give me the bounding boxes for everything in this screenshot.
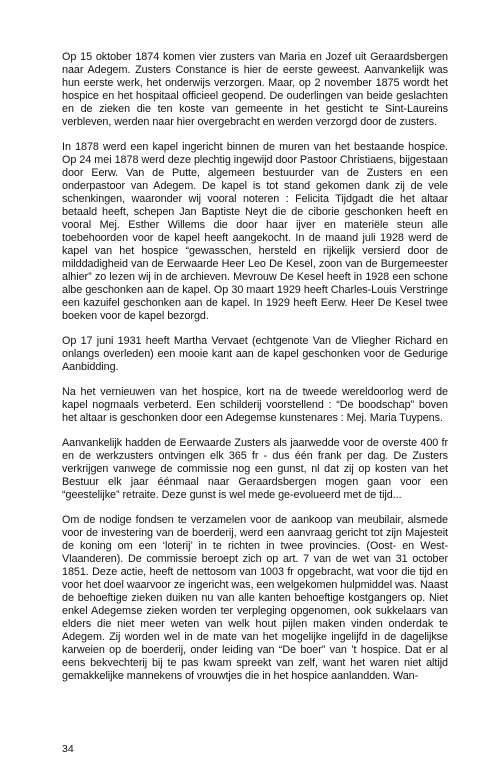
paragraph-3: Op 17 juni 1931 heeft Martha Vervaet (echtgenote Van de Vliegher Richard en onlangs overleden) een mooie kant aan de kapel geschonken voor de Gedurige Aanbidding. <box>62 335 448 373</box>
paragraph-6: Om de nodige fondsen te verzamelen voor de aankoop van meubilair, alsmede voor de investering van de boerderij, werd een aanvraag gericht tot zijn Majesteit de koning om een ‘loterij’ in te richten in twee provincies. (Oost- en West-Vlaanderen). De commissie beroept zich op art. 7 van de wet van 31 october 1851. Deze actie, heeft de nettosom van 1003 fr opgebracht, wat voor die tijd en voor het doel waarvoor ze ingericht was, een welgekomen hulpmiddel was. Naast de behoeftige zieken duiken nu van alle kanten behoeftige kostgangers op. Niet enkel Adegemse zieken worden ter verpleging opgenomen, ook sukkelaars van elders die niet meer weten van welk hout pijlen maken vinden onderdak te Adegem. Zij worden wel in de mate van het mogelijke ingelijfd in de dagelijkse karweien op de boerderij, onder leiding van “De boer” van ’t hospice. Dat er al eens bekvechterij bij te pas kwam spreekt van zelf, want het waren niet altijd gemakkelijke mannekens of vrouwtjes die in het hospice aanlandden. Wan- <box>62 514 448 682</box>
paragraph-2: In 1878 werd een kapel ingericht binnen de muren van het bestaande hospice. Op 24 mei 1878 werd deze plechtig ingewijd door Pastoor Christiaens, bijgestaan door Eerw. Van de Putte, algemeen bestuurder van de Zusters en een onderpastoor van Adegem. De kapel is tot stand gekomen dank zij de vele schenkingen, waaronder wij vooral noteren : Felicita Tijdgadt die het altaar betaald heeft, schepen Jan Baptiste Neyt die de ciborie geschonken heeft en vooral Mej. Esther Willems die door haar ijver en materiële steun alle toebehoorden voor de kapel heeft aangekocht. In de maand juli 1928 werd de kapel van het hospice “gewasschen, hersteld en rijkelijk versierd door de milddadigheid van de Eerwaarde Heer Leo De Kesel, zoon van de Burgemeester alhier” zo lezen wij in de archieven. Mevrouw De Kesel heeft in 1928 een schone albe geschonken aan de kapel. Op 30 maart 1929 heeft Charles-Louis Verstringe een kazuifel geschonken aan de kapel. In 1929 heeft Eerw. Heer De Kesel twee boeken voor de kapel bezorgd. <box>62 141 448 322</box>
paragraph-1: Op 15 oktober 1874 komen vier zusters van Maria en Jozef uit Geraardsbergen naar Adegem. Zusters Constance is hier de eerste geweest. Aanvankelijk was hun eerste werk, het onderwijs verzorgen. Maar, op 2 november 1875 wordt het hospice en het hospitaal officieel geopend. De ouderlingen van beide geslachten en de zieken die ten koste van gemeente in het gesticht te Sint-Laureins verbleven, werden naar hier overgebracht en werden verzorgd door de zusters. <box>62 51 448 128</box>
page-number: 34 <box>62 743 74 755</box>
body-text <box>62 51 448 695</box>
paragraph-5: Aanvankelijk hadden de Eerwaarde Zusters als jaarwedde voor de overste 400 fr en de werkzusters ontvingen elk 365 fr - dus één frank per dag. De Zusters verkrijgen vanwege de commissie nog een gunst, nl dat zij op kosten van het Bestuur elk jaar éénmaal naar Geraardsbergen mogen gaan voor een “geestelijke” retraite. Deze gunst is wel mede ge-evolueerd met de tijd... <box>62 437 448 501</box>
paragraph-4: Na het vernieuwen van het hospice, kort na de tweede wereldoorlog werd de kapel nogmaals verbeterd. Een schilderij voorstellend : “De boodschap” boven het altaar is geschonken door een Adegemse kunstenares : Mej. Maria Tuypens. <box>62 386 448 424</box>
